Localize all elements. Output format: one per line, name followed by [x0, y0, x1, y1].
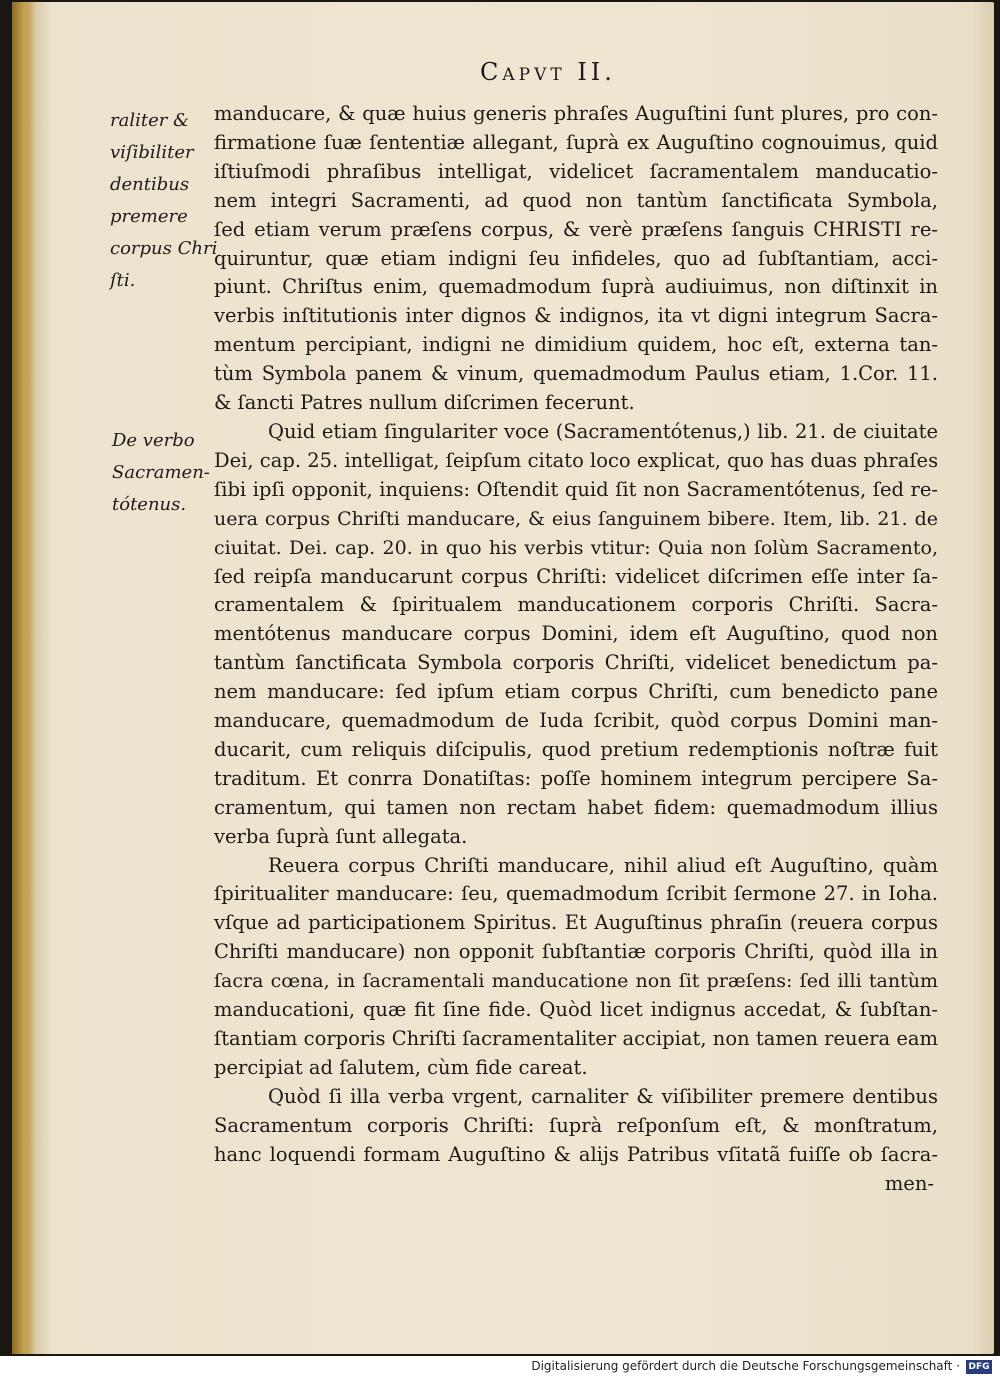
text-line: piunt. Chriſtus enim, quemadmodum ſuprà audiuimus, non diſtinxit in: [214, 275, 938, 299]
text-line: nem manducare: ſed ipſum etiam corpus Chriſti, cum benedicto pane: [214, 680, 938, 704]
margin-note-line: tótenus.: [112, 494, 187, 515]
text-line: ſed etiam verum præſens corpus, & verè præſens ſanguis CHRISTI re-: [214, 217, 938, 241]
text-line: manducare, quemadmodum de Iuda ſcribit, quòd corpus Domini man-: [214, 709, 938, 733]
margin-note-line: De verbo: [112, 430, 195, 451]
text-line: ſtantiam corporis Chriſti ſacramentaliter accipiat, non tamen reuera eam: [214, 1027, 938, 1050]
text-line: manducationi, quæ fit ſine fide. Quòd licet indignus accedat, & ſubſtan-: [214, 998, 938, 1022]
text-line: verba ſuprà ſunt allegata.: [214, 824, 468, 848]
text-line: Quid etiam ſingulariter voce (Sacramentótenus,) lib. 21. de ciuitate: [268, 419, 938, 443]
text-line: Quòd ſi illa verba vrgent, carnaliter & viſibiliter premere dentibus: [268, 1084, 938, 1108]
text-line: quiruntur, quæ etiam indigni ſeu infideles, quo ad ſubſtantiam, acci-: [214, 246, 938, 270]
text-line: tùm Symbola panem & vinum, quemadmodum Paulus etiam, 1.Cor. 11.: [214, 362, 938, 386]
margin-note-line: viſibiliter: [110, 142, 194, 163]
running-head: Capvt II.: [480, 58, 616, 86]
text-line: Chriſti manducare) non opponit ſubſtantiæ corporis Chriſti, quòd illa in: [214, 940, 938, 964]
catchword: men-: [884, 1171, 934, 1195]
margin-note-line: Sacramen-: [112, 462, 210, 483]
margin-note-line: dentibus: [110, 174, 190, 195]
body-text: [214, 100, 938, 1198]
text-line: Dei, cap. 25. intelligat, ſeipſum citato loco explicat, quo has duas phraſes: [214, 448, 939, 472]
text-line: cramentum, qui tamen non rectam habet fidem: quemadmodum illius: [214, 795, 938, 819]
text-line: mentum percipiant, indigni ne dimidium quidem, hoc eſt, externa tan-: [214, 333, 938, 357]
margin-note-line: corpus Chri: [110, 238, 218, 259]
text-line: verbis inſtitutionis inter dignos & indignos, ita vt digni integrum Sacra-: [214, 304, 938, 328]
text-line: hanc loquendi formam Auguſtino & alijs Patribus vſitatã fuiſſe ob ſacra-: [214, 1142, 938, 1166]
book-spine-gilding: [12, 2, 36, 1354]
text-line: iſtiuſmodi phraſibus intelligat, videlicet ſacramentalem manducatio-: [214, 159, 938, 183]
text-line: nem integri Sacramenti, ad quod non tantùm ſanctificata Symbola,: [214, 188, 938, 212]
dfg-logo-icon: DFG: [966, 1360, 992, 1374]
margin-note-line: ſti.: [110, 270, 136, 291]
text-line: uera corpus Chriſti manducare, & eius ſanguinem bibere. Item, lib. 21. de: [214, 507, 938, 530]
text-line: ſpiritualiter manducare: ſeu, quemadmodum ſcribit ſermone 27. in Ioha.: [214, 882, 938, 906]
text-line: Sacramentum corporis Chriſti: ſuprà reſponſum eſt, & monſtratum,: [214, 1113, 938, 1137]
text-line: traditum. Et conrra Donatiſtas: poſſe hominem integrum percipere Sa-: [214, 766, 938, 790]
footer-credit: Digitalisierung gefördert durch die Deutsche Forschungsgemeinschaft ·: [531, 1359, 960, 1373]
text-line: cramentalem & ſpiritualem manducationem corporis Chriſti. Sacra-: [214, 593, 938, 617]
margin-note-1: [110, 105, 220, 297]
text-line: ciuitat. Dei. cap. 20. in quo his verbis vtitur: Quia non ſolùm Sacramento,: [214, 536, 938, 559]
text-line: manducare, & quæ huius generis phraſes Auguſtini ſunt plures, pro con-: [214, 102, 938, 125]
text-line: mentótenus manducare corpus Domini, idem eſt Auguſtino, quod non: [214, 622, 938, 646]
margin-note-line: premere: [110, 206, 188, 227]
text-line: ducarit, cum reliquis diſcipulis, quod pretium redemptionis noſtræ fuit: [214, 737, 938, 761]
text-line: tantùm ſanctificata Symbola corporis Chriſti, videlicet benedictum pa-: [214, 651, 938, 675]
text-line: Reuera corpus Chriſti manducare, nihil aliud eſt Auguſtino, quàm: [268, 853, 938, 877]
text-line: firmatione ſuæ ſententiæ allegant, ſuprà ex Auguſtino cognouimus, quid: [214, 130, 938, 154]
text-line: ſibi ipſi opponit, inquiens: Oſtendit quid ſit non Sacramentótenus, ſed re-: [214, 477, 938, 501]
text-line: & ſancti Patres nullum diſcrimen fecerunt.: [214, 391, 635, 415]
text-line: ſed reipſa manducarunt corpus Chriſti: videlicet diſcrimen eſſe inter ſa-: [214, 564, 938, 588]
margin-note-2: [112, 425, 222, 521]
text-line: percipiat ad ſalutem, cùm fide careat.: [214, 1055, 588, 1079]
text-line: vſque ad participationem Spiritus. Et Auguſtinus phraſin (reuera corpus: [214, 911, 938, 935]
text-line: ſacra cœna, in ſacramentali manducatione non ſit præſens: ſed illi tantùm: [214, 970, 938, 993]
margin-note-line: raliter &: [110, 110, 190, 131]
